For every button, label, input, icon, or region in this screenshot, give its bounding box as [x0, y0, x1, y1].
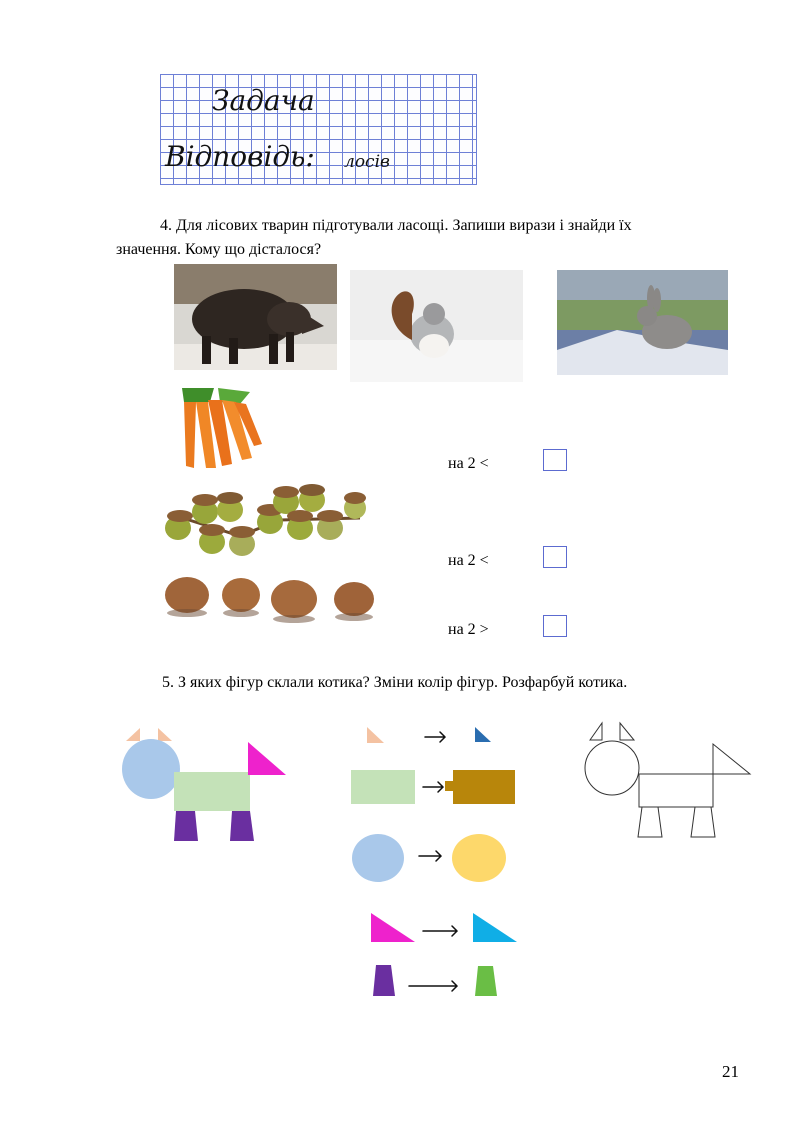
page-number: 21 [722, 1062, 739, 1081]
body-original [351, 770, 415, 804]
cat-ear-left [126, 728, 140, 741]
hare-picture [557, 270, 728, 375]
body-changed [453, 770, 515, 804]
task5-text: 5. З яких фігур склали котика? Зміни колір фігур. Розфарбуй котика. [162, 674, 628, 691]
tail-changed [473, 913, 517, 942]
tail-original [371, 913, 415, 942]
cat-leg-left [174, 811, 198, 841]
head-changed [452, 834, 506, 882]
task4-text-line1: 4. Для лісових тварин підготували ласощі. Запиши вирази і знайди їх [160, 217, 632, 234]
comparison-3: на 2 > [448, 621, 489, 638]
carrots-picture [170, 388, 265, 470]
squirrel-picture [350, 270, 523, 382]
color-change-column [345, 715, 525, 1005]
answer-box-2[interactable] [543, 546, 567, 568]
answer-value: лосів [344, 152, 390, 172]
task4-text-line2: значення. Кому що дісталося? [116, 241, 322, 258]
task-word: Задача [212, 84, 315, 117]
cat-head [122, 739, 180, 799]
answer-box-3[interactable] [543, 615, 567, 637]
outline-cat [584, 720, 754, 842]
comparison-1: на 2 < [448, 455, 489, 472]
head-original [352, 834, 404, 882]
walnuts-picture [164, 575, 376, 623]
leg-original [373, 965, 395, 996]
cat-leg-right [230, 811, 254, 841]
colored-cat [118, 720, 290, 845]
answer-label: Відповідь: [165, 140, 315, 173]
ear-original [367, 727, 384, 743]
leg-changed [475, 966, 497, 996]
cat-ear-right [158, 728, 172, 741]
cat-body [174, 772, 250, 811]
boar-picture [174, 264, 337, 370]
ear-changed [475, 727, 491, 742]
comparison-2: на 2 < [448, 552, 489, 569]
answer-box-1[interactable] [543, 449, 567, 471]
cat-tail [248, 742, 286, 775]
acorns-picture [160, 484, 365, 560]
